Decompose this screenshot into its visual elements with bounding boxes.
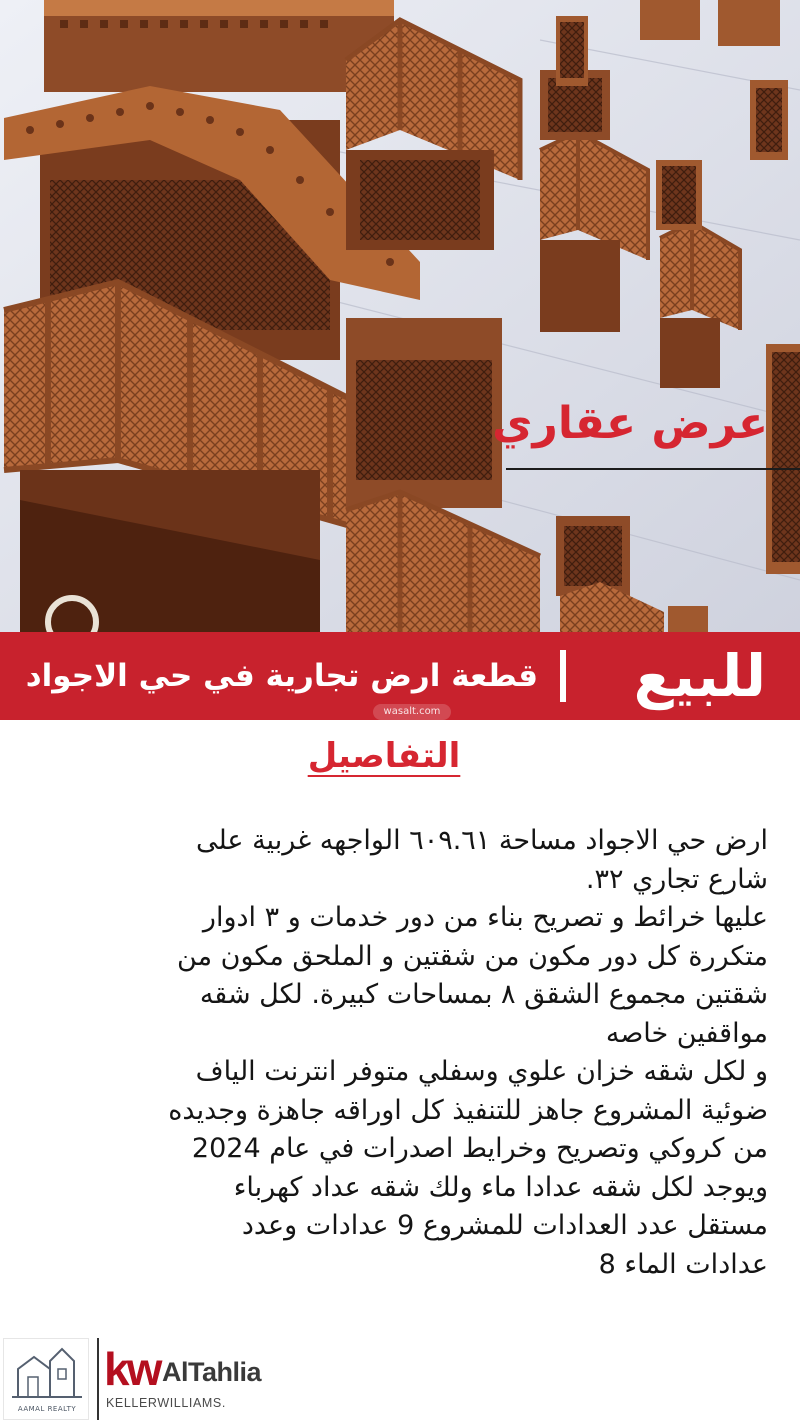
details-line: مستقل عدد العدادات للمشروع 9 عدادات وعدد: [241, 1210, 768, 1241]
aamal-realty-text: AAMAL REALTY: [17, 1405, 77, 1413]
kw-brand-name: KELLERWILLIAMS.: [106, 1396, 226, 1410]
details-line: ارض حي الاجواد مساحة ٦٠٩.٦١ الواجهه غربية على: [195, 825, 768, 856]
kw-office-name: AlTahlia: [162, 1357, 262, 1387]
building-icon: [4, 1339, 90, 1401]
title-underline-divider: [506, 468, 800, 470]
mashrabiya-building-illustration: [0, 0, 800, 632]
details-line: عليها خرائط و تصريح بناء من دور خدمات و ٣ ادوار: [202, 902, 768, 933]
details-line: عدادات الماء 8: [598, 1248, 768, 1280]
banner-separator: [560, 650, 566, 702]
sale-label: للبيع: [633, 642, 766, 710]
details-line: مواقفين خاصه: [605, 1017, 768, 1049]
details-body: [78, 822, 768, 1284]
aamal-realty-logo: [3, 1338, 89, 1420]
details-line: شقتين مجموع الشقق ٨ بمساحات كبيرة. لكل شقه: [199, 979, 768, 1010]
details-line: متكررة كل دور مكون من شقتين و الملحق مكون من: [177, 940, 768, 972]
details-line: من كروكي وتصريح وخرايط اصدرات في عام 2024: [191, 1133, 768, 1164]
details-line: شارع تجاري ٣٢.: [585, 863, 768, 895]
offer-title: عرض عقاري: [492, 398, 768, 449]
details-heading: التفاصيل: [307, 736, 461, 776]
details-line: ويوجد لكل شقه عدادا ماء ولك شقه عداد كهرباء: [233, 1171, 768, 1203]
watermark: wasalt.com: [373, 704, 451, 720]
logo-divider: [97, 1338, 99, 1420]
logo-strip: [0, 1336, 800, 1422]
details-line: ضوئية المشروع جاهز للتنفيذ كل اوراقه جاهزة وجديده: [168, 1094, 768, 1126]
kw-mark: kw: [104, 1343, 160, 1395]
plot-description: قطعة ارض تجارية في حي الاجواد: [25, 658, 538, 694]
details-line: و لكل شقه خزان علوي وسفلي متوفر انترنت الياف: [195, 1056, 768, 1087]
kw-altahlia-logo: [104, 1338, 276, 1420]
hero-photo: [0, 0, 800, 632]
